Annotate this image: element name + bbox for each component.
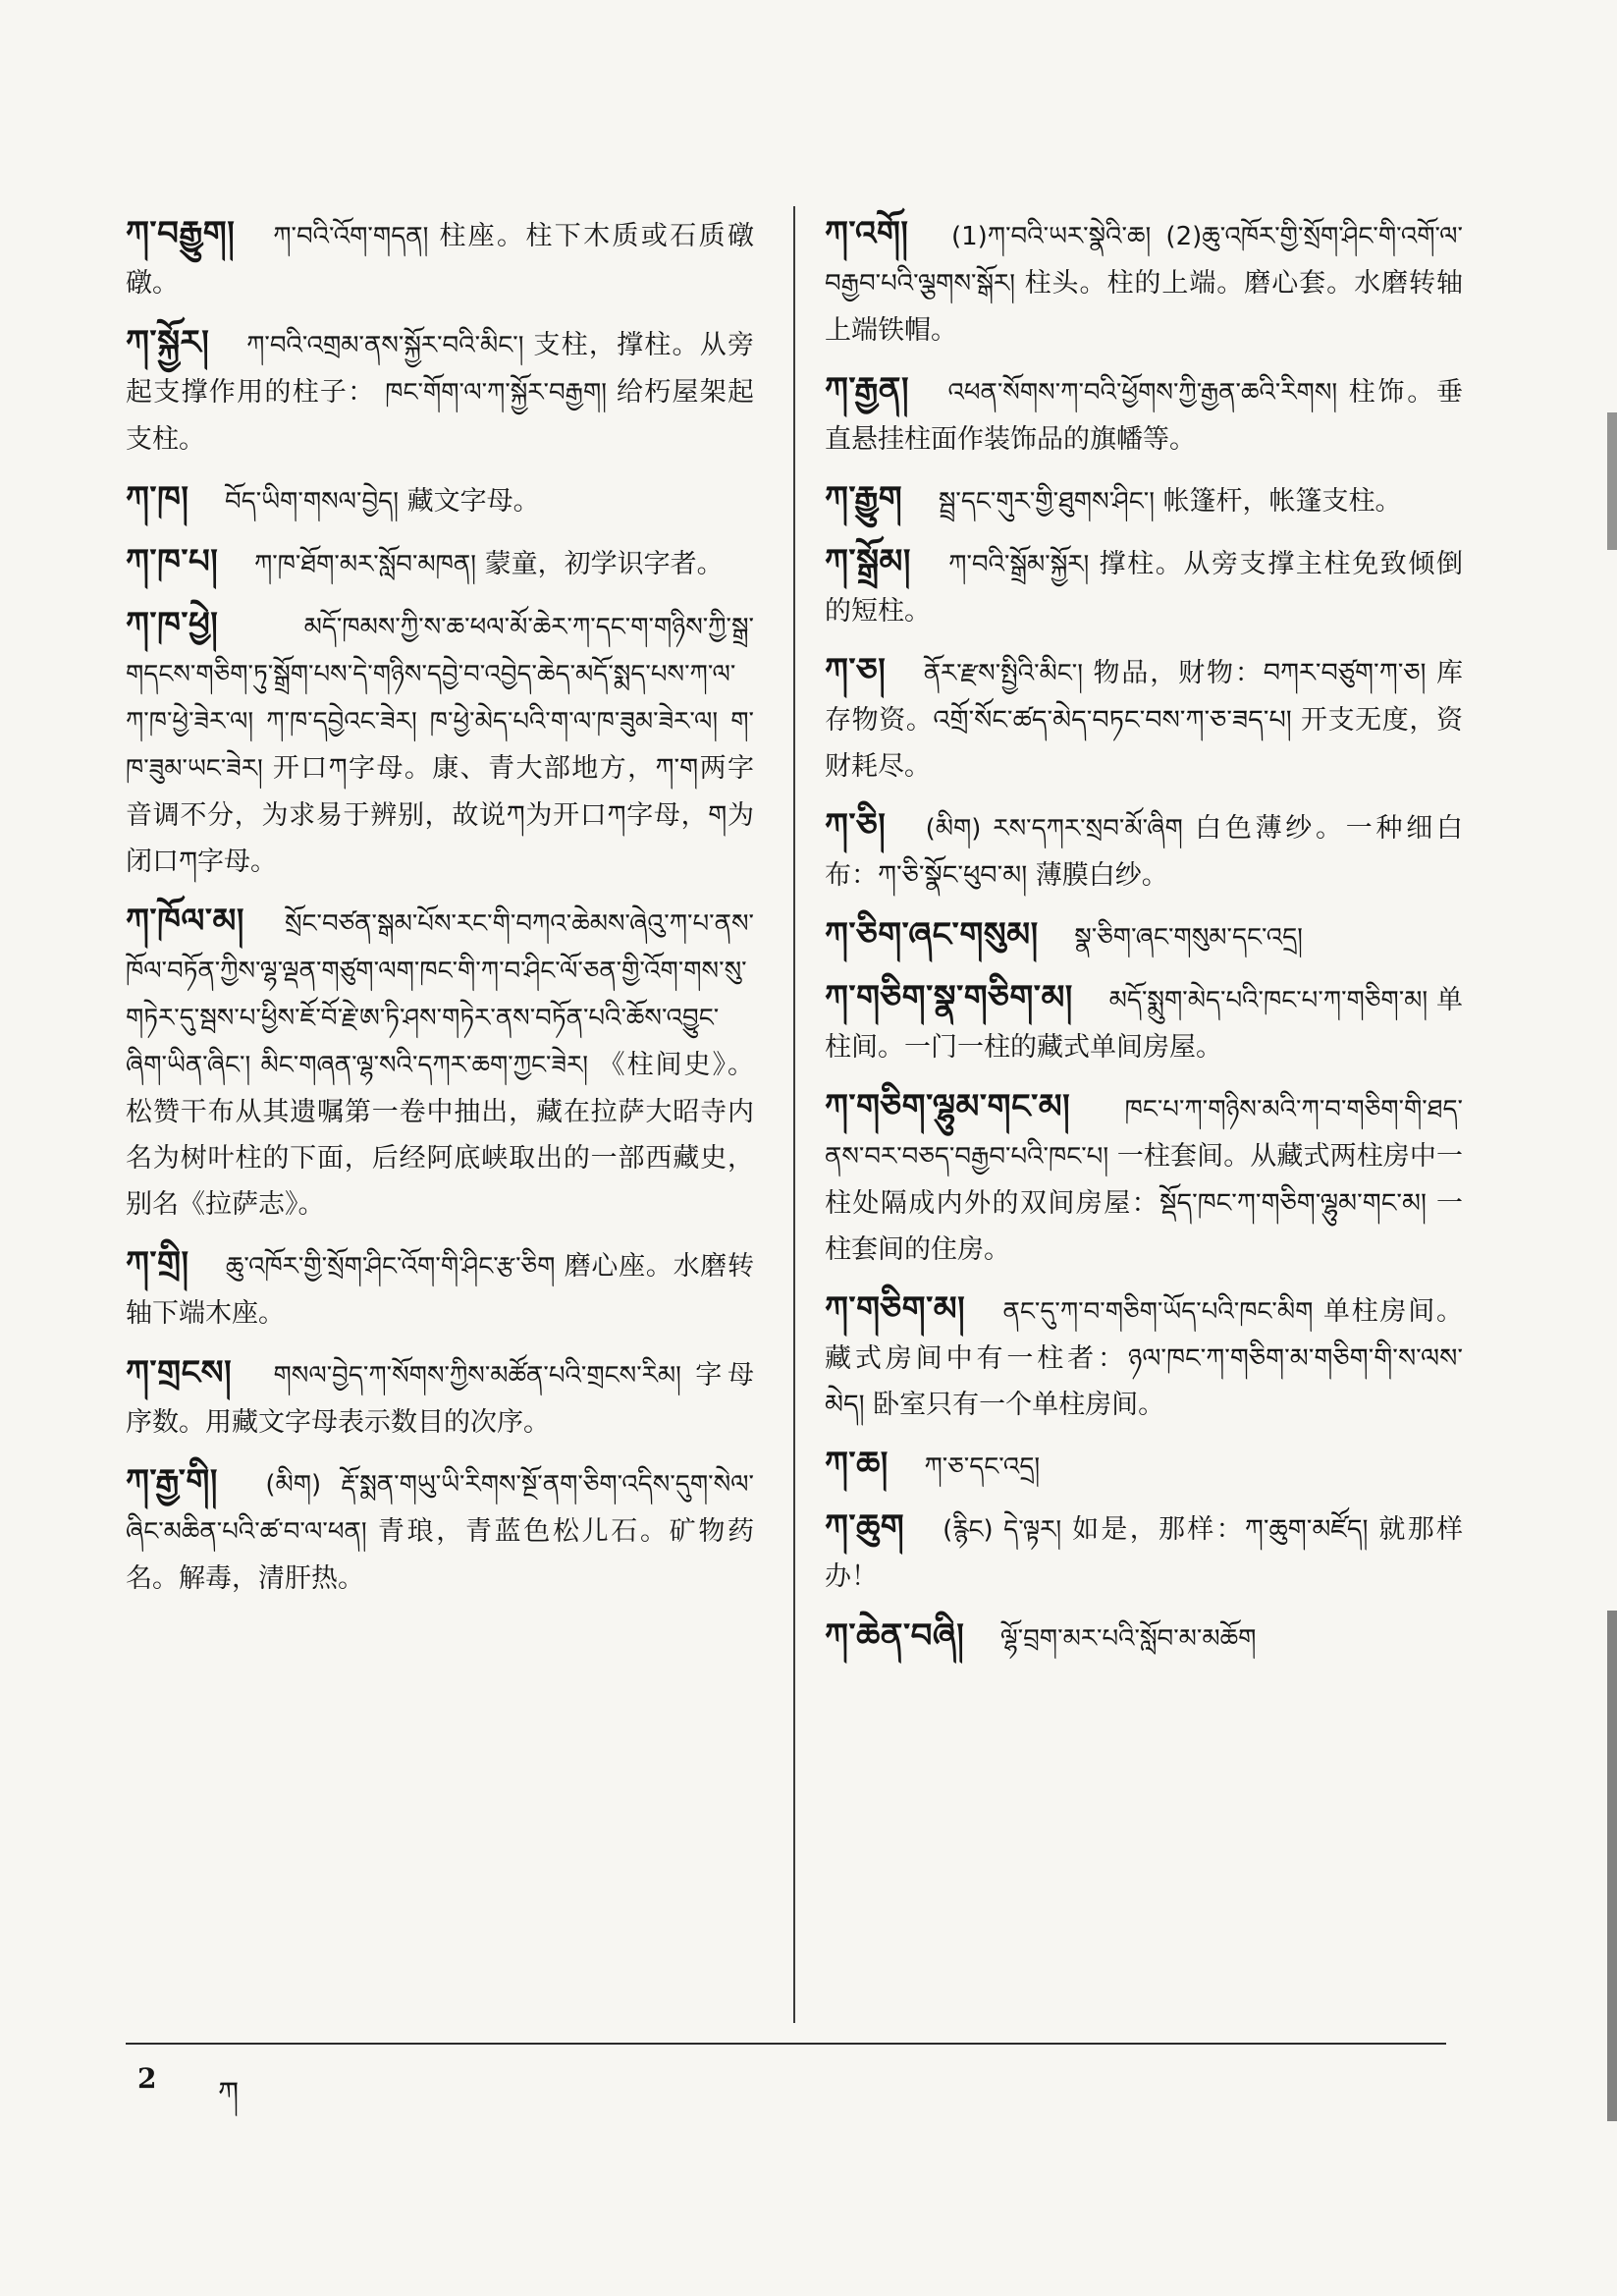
page-number: 2	[137, 2062, 157, 2095]
entry-ka-grangs	[126, 1350, 754, 1446]
tibetan-definition: ཁང་པ་ཀ་གཉིས་མའི་ཀ་བ་གཅིག་གི་ཐད་ནས་བར་བཅད་བརྒྱབ་པའི་ཁང་པ།	[825, 1095, 1463, 1172]
chinese-definition: 如是，那样：ཀ་ཆུག་མཛོད། 就那样办！	[825, 1514, 1463, 1592]
tibetan-definition: (མིག) རྡོ་སྨན་གཡུ་ཡི་རིགས་སྔོ་ནག་ཅིག་འདིས་དུག་སེལ་ཞིང་མཆིན་པའི་ཚ་བ་ལ་ཕན།	[126, 1470, 754, 1547]
tibetan-definition: གསལ་བྱེད་ཀ་སོགས་ཀྱིས་མཚོན་པའི་གྲངས་རིམ།	[273, 1361, 681, 1391]
headword: ཀ་རྒྱ་གི།	[126, 1462, 218, 1502]
headword: ཀ་འགོ།	[825, 214, 909, 253]
chinese-definition: 蒙童，初学识字者。	[484, 549, 724, 579]
chinese-definition: 物品，财物：བཀར་བཙུག་ཀ་ཅ། 库存物资。འགྲོ་སོང་ཚད་མེད་བཏང་བས་ཀ་ཅ་ཟད་པ། 开支无度，资财耗尽。	[825, 658, 1464, 782]
entry-ka-rgyug	[825, 476, 1463, 525]
chinese-definition: 单柱房间。藏式房间中有一柱者：ཉལ་ཁང་ཀ་གཅིག་མ་གཅིག་གི་ས་ལས་མེད། 卧室只有一个单柱房间。	[825, 1296, 1464, 1420]
entry-ka-khol-ma	[126, 899, 754, 1228]
entry-ka-skyor	[126, 320, 754, 463]
tibetan-definition: སྲོང་བཙན་སྒམ་པོས་རང་གི་བཀའ་ཆེམས་ཞེའུ་ཀ་པ་ནས་ཁོལ་བཏོན་ཀྱིས་ལྷ་ལྡན་གཙུག་ལག་ཁང་གི་ཀ་བ་ཤིང་ལོ་ཅན་གྱི་འོག་གས་སུ་གཏེར་དུ་སྦས་པ་ཕྱིས་ཇོ་བོ་རྗེ་ཨ་ཏི་ཤས་གཏེར་ནས་བཏོན་པའི་ཆོས་འབྱུང་ཞིག་ཡིན་ཞིང་། མིང་གཞན་ལྷ་སའི་དཀར་ཆག་ཀྱང་ཟེར།	[126, 909, 754, 1080]
tibetan-definition: ཀ་བའི་འོག་གདན།	[273, 222, 429, 251]
tibetan-definition: ཆུ་འཁོར་གྱི་སྲོག་ཤིང་འོག་གི་ཤིང་རྩ་ཅིག	[225, 1252, 556, 1282]
tibetan-definition: ནོར་རྫས་སྤྱིའི་མིང་།	[923, 659, 1084, 688]
tibetan-definition: ལྷོ་བྲག་མར་པའི་སློབ་མ་མཆོག	[999, 1624, 1257, 1654]
chinese-definition: 《柱间史》。松赞干布从其遗嘱第一卷中抽出，藏在拉萨大昭寺内名为树叶柱的下面，后经阿底峡取出的一部西藏史，别名《拉萨志》。	[126, 1050, 754, 1220]
headword: ཀ་སྒྲོམ།	[825, 542, 911, 581]
entry-ka-ca	[825, 648, 1463, 790]
tibetan-definition: ཀ་བའི་འགྲམ་ནས་སྐྱོར་བའི་མིང་།	[246, 331, 524, 360]
entry-ka-sgrom	[825, 539, 1463, 634]
headword: ཀ་ཅིག་ཞང་གསུམ།	[825, 915, 1039, 955]
chinese-definition: 柱头。柱的上端。磨心套。水磨转轴上端铁帽。	[825, 268, 1463, 346]
chinese-definition: 柱饰。垂直悬挂柱面作装饰品的旗幡等。	[825, 377, 1464, 455]
entry-ka-cig-zhang-gsum	[825, 912, 1463, 961]
headword: ཀ་ཆུག	[825, 1507, 905, 1547]
chinese-definition: 开口ཀ字母。康、青大部地方，ཀ་ག两字音调不分，为求易于辨别，故说ཀ为开口ཀ字母，ག为闭口ཀ字母。	[126, 753, 754, 877]
entry-ka-chug	[825, 1504, 1463, 1600]
tibetan-example: ཁང་གོག་ལ་ཀ་སྐྱོར་བརྒྱག།	[385, 378, 608, 408]
chinese-definition: 白色薄纱。一种细白布：ཀ་ཅི་སྣོང་ཕུབ་མ། 薄膜白纱。	[825, 813, 1463, 891]
chinese-example: 给朽屋架起支柱。	[126, 377, 755, 455]
headword: ཀ་རྒྱན།	[825, 370, 910, 410]
chinese-definition: 单柱间。一门一柱的藏式单间房屋。	[825, 985, 1463, 1063]
chinese-definition: 柱座。柱下木质或石质礅礅。	[126, 221, 754, 299]
headword: ཀ་གྲི།	[126, 1244, 189, 1284]
chinese-definition: 支柱，撑柱。从旁起支撑作用的柱子：	[126, 330, 755, 408]
tibetan-definition: (1)ཀ་བའི་ཡར་སྣེའི་ཆ། (2)ཆུ་འཁོར་གྱི་སྲོག་ཤིང་གི་འགོ་ལ་བརྒྱབ་པའི་ལྕགས་སྒོར།	[825, 222, 1463, 299]
headword: ཀ་རྒྱུག	[825, 479, 903, 519]
headword: ཀ་ཆ།	[825, 1445, 889, 1484]
entry-ka-gcig-lhum-gang-ma	[825, 1084, 1463, 1273]
entry-ka-kha	[126, 476, 754, 525]
tibetan-definition: མདོ་ཁམས་ཀྱི་ས་ཆ་ཕལ་མོ་ཆེར་ཀ་དང་ག་གཉིས་ཀྱི་སྒྲ་གདངས་གཅིག་ཏུ་སྒྲོག་པས་དེ་གཉིས་དབྱེ་བ་འབྱེད་ཆེད་མདོ་སྨད་པས་ཀ་ལ་ཀ་ཁ་ཕྱེ་ཟེར་ལ། ཀ་ཁ་དབྱེའང་ཟེར། ཁ་ཕྱེ་མེད་པའི་ག་ལ་ཁ་ཟུམ་ཟེར་ལ། ག་ཁ་ཟུམ་ཡང་ཟེར།	[126, 613, 754, 784]
headword: ཀ་ཁ་པ།	[126, 542, 219, 581]
entry-ka-ci	[825, 803, 1463, 899]
footer-rule	[126, 2043, 1446, 2045]
entry-ka-kha-pa	[126, 539, 754, 588]
tibetan-definition: བོད་ཡིག་གསལ་བྱེད།	[225, 487, 399, 517]
headword: ཀ་ཁ་ཕྱེ།	[126, 605, 219, 644]
headword: ཀ་གཅིག་མ།	[825, 1289, 966, 1329]
scan-edge-mark	[1607, 412, 1617, 550]
chinese-definition: 磨心座。水磨转轴下端木座。	[126, 1251, 755, 1329]
headword: ཀ་སྐྱོར།	[126, 323, 210, 362]
tibetan-definition: འཕན་སོགས་ཀ་བའི་ཕྱོགས་ཀྱི་རྒྱན་ཆའི་རིགས།	[947, 378, 1338, 408]
section-letter: ཀ	[218, 2076, 240, 2110]
tibetan-definition: (མིག) རས་དཀར་སྲབ་མོ་ཞིག	[925, 814, 1183, 844]
headword: ཀ་གཅིག་ལྷུམ་གང་མ།	[825, 1087, 1071, 1126]
right-column	[825, 211, 1463, 1676]
headword: ཀ་ཅ།	[825, 651, 887, 690]
entry-ka-chen-bzhi	[825, 1613, 1463, 1663]
tibetan-definition: སྦྲ་དང་གུར་གྱི་ཐུགས་ཤིང་།	[938, 487, 1155, 517]
column-divider	[793, 206, 795, 2023]
tibetan-definition: ནང་དུ་ཀ་བ་གཅིག་ཡོད་པའི་ཁང་མིག	[1002, 1297, 1314, 1327]
headword: ཀ་ཁོལ་མ།	[126, 902, 244, 941]
headword: ཀ་བརྒྱུག།	[126, 214, 236, 253]
chinese-definition: 青琅，青蓝色松儿石。矿物药名。解毒，清肝热。	[126, 1516, 754, 1594]
entry-ka-cha	[825, 1442, 1463, 1491]
entry-ka-gri	[126, 1241, 754, 1337]
chinese-definition: 字母序数。用藏文字母表示数目的次序。	[126, 1360, 754, 1438]
chinese-definition: 帐篷杆，帐篷支柱。	[1162, 486, 1402, 517]
chinese-definition: 藏文字母。	[406, 486, 540, 517]
tibetan-definition: སྣ་ཅིག་ཞང་གསུམ་དང་འདྲ།	[1074, 923, 1303, 953]
headword: ཀ་ཆེན་བཞི།	[825, 1616, 965, 1656]
entry-ka-kha-phye	[126, 602, 754, 885]
left-column	[126, 211, 754, 1615]
entry-ka-rgya-gi	[126, 1459, 754, 1602]
headword: ཀ་གྲངས།	[126, 1353, 233, 1393]
entry-ka-brgyug	[126, 211, 754, 306]
entry-ka-gcig-ma	[825, 1286, 1463, 1428]
chinese-definition: 一柱套间。从藏式两柱房中一柱处隔成内外的双间房屋：སྡོད་ཁང་ཀ་གཅིག་ལྷུམ་གང་མ། 一柱套间的住房。	[825, 1141, 1463, 1265]
tibetan-definition: ཀ་ཅ་དང་འདྲ།	[924, 1452, 1041, 1482]
tibetan-definition: (རྙིང) དེ་ལྟར།	[943, 1515, 1062, 1545]
headword: ཀ་ཅི།	[825, 806, 887, 846]
tibetan-definition: ཀ་བའི་སྒྲོམ་སྐྱོར།	[948, 550, 1090, 579]
entry-ka-rgyan	[825, 367, 1463, 463]
tibetan-definition: ཀ་ཁ་ཐོག་མར་སློབ་མཁན།	[253, 550, 476, 579]
scan-edge-mark	[1607, 1611, 1617, 2121]
entry-ka-gcig-sna-gcig-ma	[825, 975, 1463, 1070]
tibetan-definition: མདོ་སྨུག་མེད་པའི་ཁང་པ་ཀ་གཅིག་མ།	[1108, 986, 1428, 1015]
entry-ka-go	[825, 211, 1463, 354]
chinese-definition: 撑柱。从旁支撑主柱免致倾倒的短柱。	[825, 549, 1463, 627]
headword: ཀ་གཅིག་སྣ་གཅིག་མ།	[825, 978, 1073, 1017]
headword: ཀ་ཁ།	[126, 479, 189, 519]
